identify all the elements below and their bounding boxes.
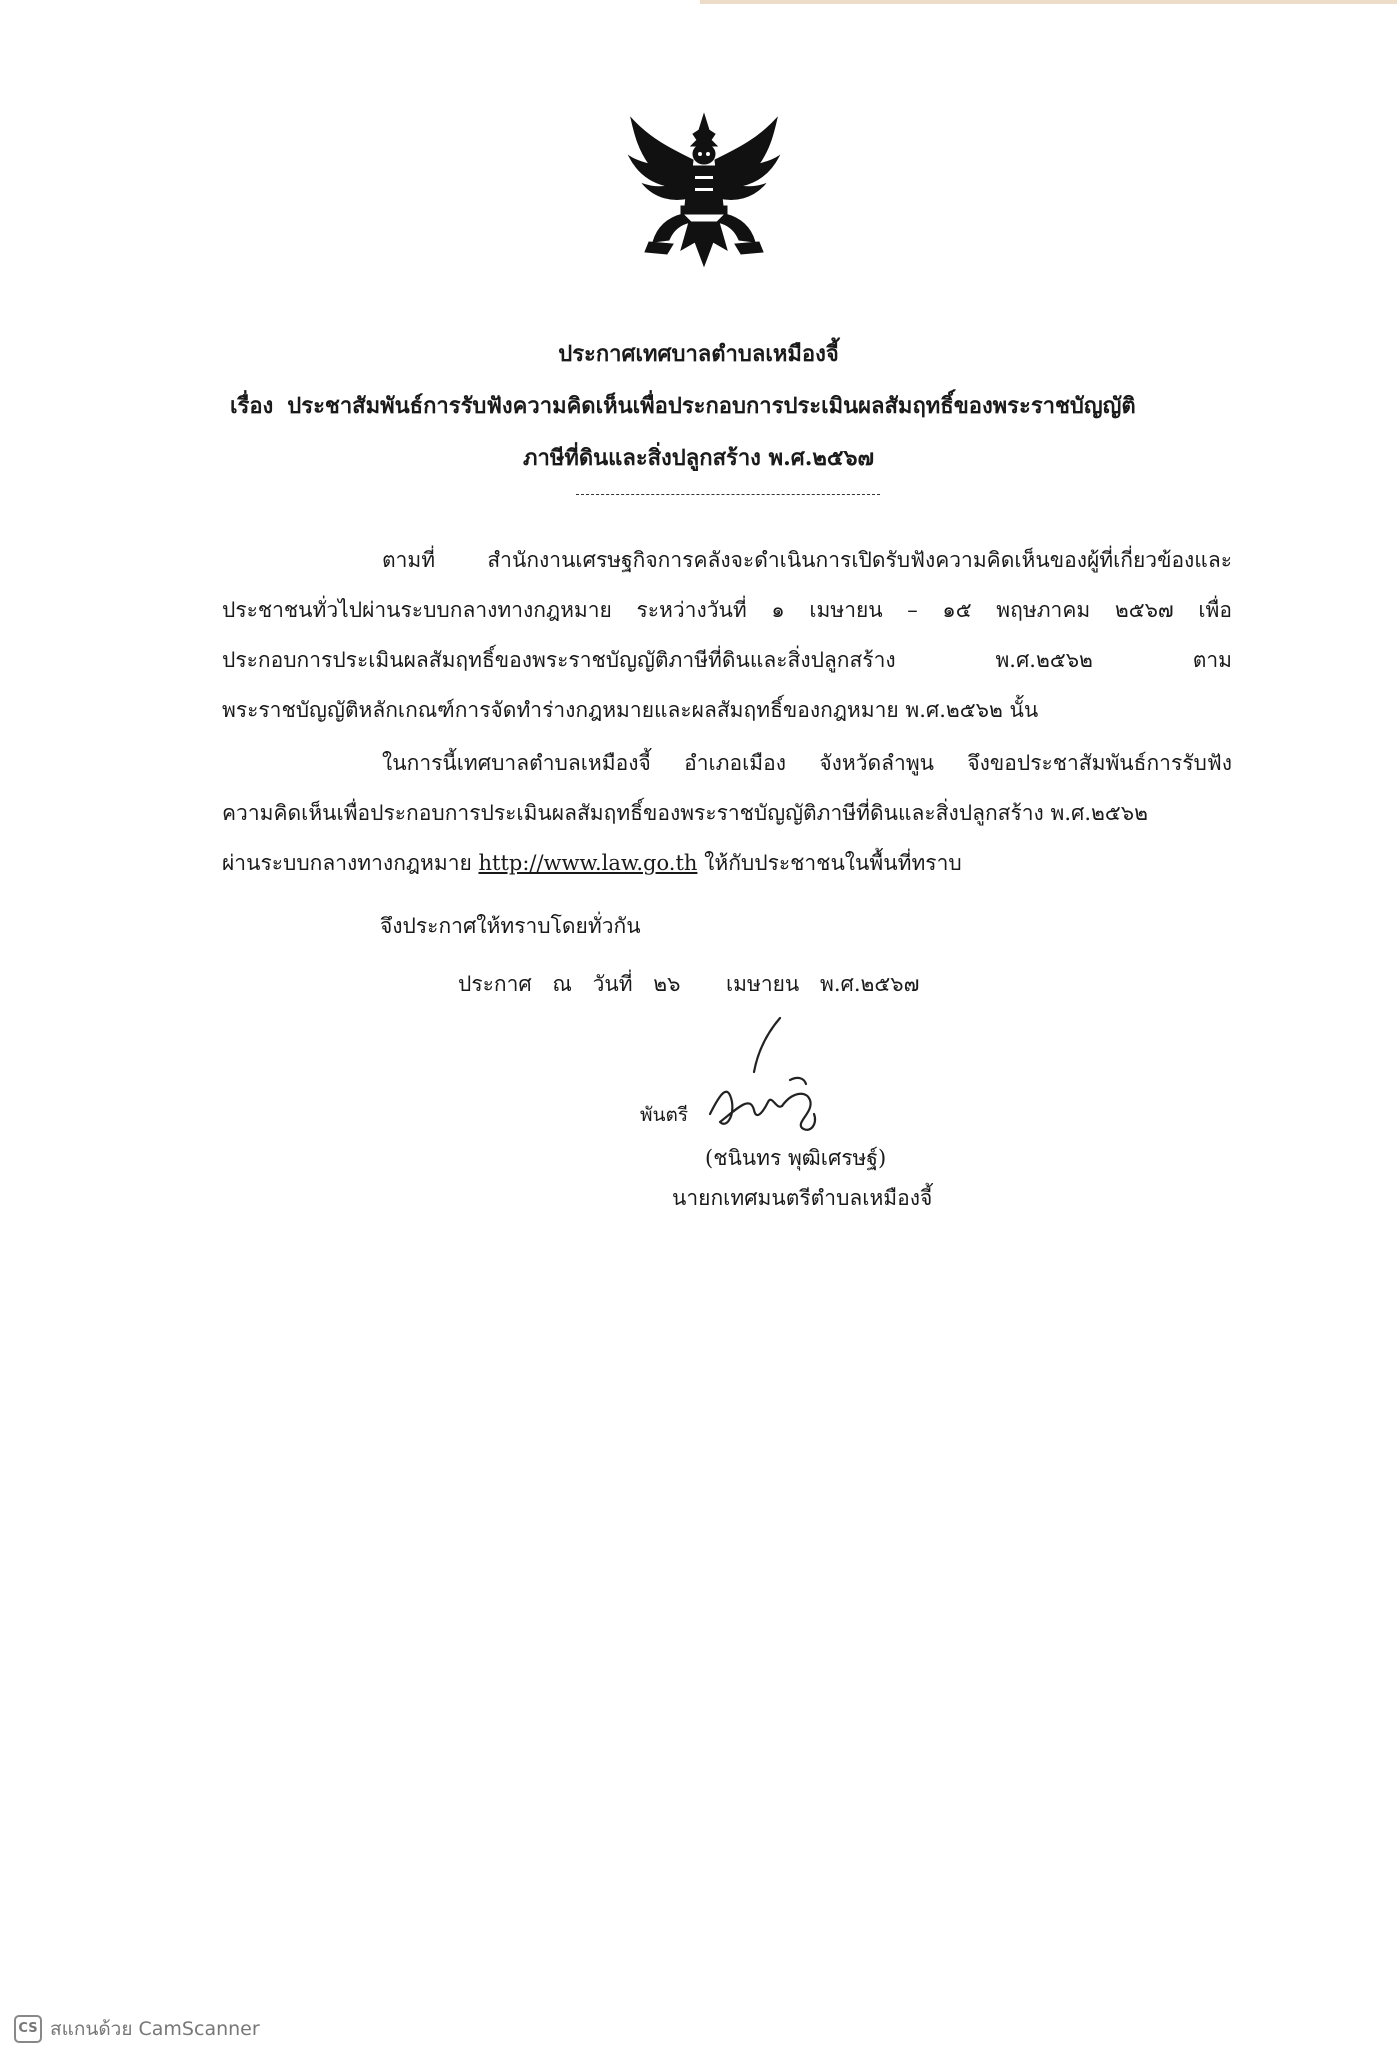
- date-year: พ.ศ.๒๕๖๗: [819, 972, 920, 996]
- date-at: ณ: [552, 972, 572, 996]
- subject-line: [230, 388, 1136, 423]
- garuda-emblem: [623, 110, 785, 270]
- date-month: เมษายน: [725, 972, 800, 996]
- signer-name: (ชนินทร พุฒิเศรษฐ์): [705, 1146, 887, 1170]
- subject-text-line2: ภาษีที่ดินและสิ่งปลูกสร้าง พ.ศ.๒๕๖๗: [522, 445, 875, 471]
- scanner-watermark: [14, 2014, 260, 2044]
- paragraph-line: [222, 838, 1232, 888]
- paragraph-line: ตามที่ สำนักงานเศรษฐกิจการคลังจะดำเนินการเปิดรับฟังความคิดเห็นของผู้ที่เกี่ยวข้องและ: [382, 548, 1232, 572]
- paragraph-line: ประชาชนทั่วไปผ่านระบบกลางทางกฎหมาย ระหว่างวันที่ ๑ เมษายน – ๑๕ พฤษภาคม ๒๕๖๗ เพื่อ: [222, 598, 1232, 622]
- scan-edge-strip: [700, 0, 1397, 4]
- paragraph-text: ผ่านระบบกลางทางกฎหมาย: [222, 851, 472, 875]
- announcement-date: [458, 968, 933, 1001]
- camscanner-logo-icon: CS: [14, 2015, 42, 2043]
- paragraph-1: [222, 535, 1232, 735]
- paragraph-2: [222, 738, 1232, 888]
- date-day: ๒๖: [653, 972, 681, 996]
- paragraph-line: ประกอบการประเมินผลสัมฤทธิ์ของพระราชบัญญัติภาษีที่ดินและสิ่งปลูกสร้าง พ.ศ.๒๕๖๒ ตาม: [222, 648, 1232, 672]
- date-day-label: วันที่: [592, 972, 633, 996]
- watermark-text: สแกนด้วย CamScanner: [50, 2018, 260, 2040]
- law-website-link[interactable]: http://www.law.go.th: [478, 851, 698, 875]
- announcement-title: ประกาศเทศบาลตำบลเหมืองจี้: [558, 341, 839, 367]
- signer-rank: พันตรี: [640, 1104, 689, 1126]
- paragraph-line: พระราชบัญญัติหลักเกณฑ์การจัดทำร่างกฎหมายและผลสัมฤทธิ์ของกฎหมาย พ.ศ.๒๕๖๒ นั้น: [222, 698, 1039, 722]
- closing-statement: จึงประกาศให้ทราบโดยทั่วกัน: [380, 914, 641, 938]
- paragraph-text: ให้กับประชาชนในพื้นที่ทราบ: [704, 851, 962, 875]
- paragraph-line: ในการนี้เทศบาลตำบลเหมืองจี้ อำเภอเมือง จังหวัดลำพูน จึงขอประชาสัมพันธ์การรับฟัง: [382, 751, 1232, 775]
- paragraph-line: ความคิดเห็นเพื่อประกอบการประเมินผลสัมฤทธิ์ของพระราชบัญญัติภาษีที่ดินและสิ่งปลูกสร้าง พ.ศ.๒๕๖๒: [222, 801, 1148, 825]
- subject-label: เรื่อง: [230, 393, 274, 419]
- signer-position: นายกเทศมนตรีตำบลเหมืองจี้: [672, 1186, 933, 1210]
- title-divider: [576, 494, 880, 495]
- subject-text-line1: ประชาสัมพันธ์การรับฟังความคิดเห็นเพื่อประกอบการประเมินผลสัมฤทธิ์ของพระราชบัญญัติ: [287, 393, 1136, 419]
- date-prefix: ประกาศ: [458, 972, 532, 996]
